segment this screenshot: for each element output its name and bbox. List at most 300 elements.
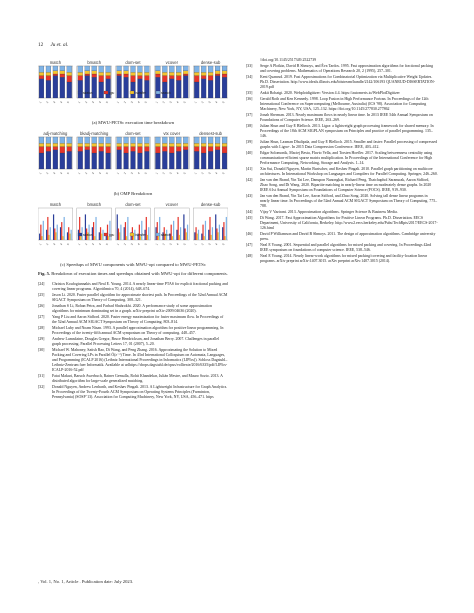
- stacked-bar-segment: [124, 153, 129, 169]
- stacked-bar-segment: [124, 71, 129, 74]
- bar: [118, 228, 119, 240]
- stacked-bar-segment: [215, 147, 220, 150]
- stacked-bar-segment: [106, 137, 111, 143]
- reference-item: [246, 232, 438, 242]
- tick-label: 4: [97, 171, 103, 175]
- stacked-bar-segment: [92, 77, 97, 98]
- bar: [48, 235, 49, 240]
- tick-label: 2: [45, 242, 50, 246]
- stacked-bar-segment: [144, 147, 149, 152]
- tick-label: 2: [83, 171, 89, 175]
- stacked-bar-segment: [201, 66, 206, 72]
- tick-label: 1: [154, 100, 159, 104]
- bar: [197, 234, 198, 240]
- figure-panel-a: [38, 58, 228, 118]
- bar: [187, 225, 188, 240]
- running-header: [38, 42, 74, 48]
- reference-number: [36]: [246, 97, 253, 102]
- stacked-bar-segment: [162, 72, 167, 75]
- bar: [125, 222, 126, 240]
- stacked-bar-segment: [155, 153, 160, 169]
- reference-item: [246, 124, 438, 139]
- stacked-bar-segment: [144, 72, 149, 75]
- stacked-bar-segment: [39, 66, 44, 72]
- stacked-bar-segment: [155, 137, 160, 143]
- reference-item: [38, 304, 228, 314]
- bar: [173, 221, 174, 240]
- reference-item: [38, 385, 228, 400]
- chart-a: [38, 58, 228, 118]
- reference-number: [48]: [246, 253, 253, 258]
- bar: [54, 228, 55, 240]
- stacked-bar-segment: [131, 137, 136, 143]
- stacked-bar-segment: [78, 147, 83, 152]
- tick-label: 5: [182, 242, 187, 246]
- panel-b-caption: (b) OMP Breakdown: [113, 191, 153, 196]
- stacked-bar-segment: [183, 66, 188, 71]
- bar: [226, 217, 227, 240]
- reference-number: [28]: [38, 326, 45, 331]
- legend-swatch: [130, 91, 134, 94]
- bar: [176, 230, 177, 240]
- stacked-bar-segment: [183, 147, 188, 150]
- reference-item: [246, 254, 438, 264]
- reference-number: [47]: [246, 242, 253, 247]
- stacked-bar-segment: [144, 76, 149, 81]
- stacked-bar-segment: [194, 151, 199, 169]
- tick-label: 3: [90, 171, 96, 175]
- reference-number: [38]: [246, 124, 253, 128]
- stacked-bar-segment: [144, 151, 149, 169]
- tick-label: 1: [193, 242, 198, 246]
- stacked-bar-segment: [201, 153, 206, 169]
- tick-label: 3: [168, 100, 173, 104]
- tick-label: 1: [154, 242, 159, 246]
- reference-number: [44]: [246, 209, 253, 214]
- stacked-bar-segment: [215, 74, 220, 76]
- reference-item: [246, 216, 438, 231]
- stacked-bar-segment: [155, 147, 160, 153]
- tick-label: 4: [58, 242, 64, 246]
- stacked-bar-segment: [169, 137, 174, 143]
- bar: [93, 222, 94, 240]
- stacked-bar-segment: [169, 153, 174, 169]
- stacked-bar-segment: [39, 79, 44, 98]
- bar: [158, 236, 159, 240]
- figure-caption-text: Breakdown of execution times and speedups obtained with MWU-opt for different components.: [51, 271, 228, 276]
- stacked-bar-segment: [124, 74, 129, 77]
- stacked-bar-segment: [183, 137, 188, 143]
- tick-label: 3: [90, 242, 96, 246]
- stacked-bar-segment: [78, 80, 83, 98]
- bar: [147, 235, 148, 240]
- reference-item: [246, 113, 438, 123]
- tick-label: 1: [38, 242, 43, 246]
- bar: [55, 232, 56, 240]
- stacked-bar-segment: [106, 147, 111, 153]
- tick-label: 3: [52, 242, 57, 246]
- bar: [180, 227, 181, 240]
- stacked-bar-segment: [131, 72, 136, 75]
- tick-label: 5: [182, 171, 187, 175]
- tick-label: 3: [129, 171, 134, 175]
- panel-c-caption: (c) Speedups of MWU components with MWU-opt compared to MWU-PETSc: [60, 262, 206, 267]
- stacked-bar-segment: [117, 137, 122, 143]
- legend-label: stratus: [83, 90, 93, 95]
- bar: [201, 234, 202, 240]
- reference-text: Donald Nguyen, Andrew Lenharth, and Keshav Pingali. 2013. A Lightweight Infrastructure for Graph Analytics. In Proceedings of the Twenty-Fourth ACM Symposium on Operating Systems Principles (Farminton, Pennsylvania) (SOSP '13). Association for Computing Machinery, New York, NY, USA, 456–471. https: [52, 385, 228, 399]
- reference-text: Edgar Solomonik, Maciej Besta, Flavio Vella, and Torsten Hoefler. 2017. Scaling betweenness centrality using communication-efficient sparse matrix multiplication. In Proceedings of the International Conference for High Performance Computing, Networking, Storage and Analysis. 1–14.: [260, 150, 433, 165]
- stacked-bar-segment: [53, 150, 58, 169]
- stacked-bar-segment: [194, 72, 199, 75]
- stacked-bar-segment: [176, 137, 181, 143]
- tick-label: 4: [175, 171, 180, 175]
- tick-label: 3: [168, 171, 173, 175]
- bar: [127, 217, 128, 240]
- tick-label: 4: [175, 100, 180, 104]
- bar: [69, 234, 70, 240]
- stacked-bar-segment: [46, 76, 51, 81]
- stacked-bar-segment: [46, 147, 51, 152]
- figure-panel-c: [38, 200, 228, 260]
- stacked-bar-segment: [162, 137, 167, 143]
- tick-label: 3: [207, 242, 212, 246]
- stacked-bar-segment: [176, 72, 181, 75]
- stacked-bar-segment: [92, 66, 97, 71]
- stacked-bar-segment: [208, 147, 213, 152]
- stacked-bar-segment: [99, 137, 104, 143]
- stacked-bar-segment: [162, 143, 167, 146]
- stacked-bar-segment: [99, 82, 104, 98]
- tick-label: 4: [136, 171, 141, 175]
- stacked-bar-segment: [215, 150, 220, 169]
- stacked-bar-segment: [60, 66, 65, 71]
- reference-item: [246, 91, 438, 96]
- stacked-bar-segment: [162, 151, 167, 169]
- tick-label: 5: [221, 242, 226, 246]
- stacked-bar-segment: [155, 77, 160, 98]
- stacked-bar-segment: [67, 151, 72, 169]
- legend-swatch: [78, 233, 82, 236]
- tick-label: 4: [97, 100, 103, 104]
- stacked-bar-segment: [208, 80, 213, 98]
- tick-label: 3: [90, 100, 96, 104]
- tick-label: 2: [200, 100, 205, 104]
- stacked-bar-segment: [53, 66, 58, 71]
- stacked-bar-segment: [85, 150, 90, 169]
- stacked-bar-segment: [46, 72, 51, 75]
- tick-label: 5: [143, 242, 148, 246]
- stacked-bar-segment: [169, 72, 174, 75]
- stacked-bar-segment: [201, 137, 206, 143]
- stacked-bar-segment: [39, 72, 44, 75]
- stacked-bar-segment: [144, 143, 149, 146]
- reference-number: [42]: [246, 177, 253, 182]
- tick-label: 1: [193, 171, 198, 175]
- stacked-bar-segment: [67, 143, 72, 146]
- bar: [198, 230, 199, 240]
- stacked-bar-segment: [208, 72, 213, 75]
- stacked-bar-segment: [117, 147, 122, 150]
- reference-number: [45]: [246, 215, 253, 220]
- subplot-title: dom-set: [125, 60, 141, 65]
- reference-text: David P Williamson and David B Shmoys. 2011. The design of approximation algorithms. Cambridge university press.: [260, 231, 436, 241]
- stacked-bar-segment: [85, 71, 90, 74]
- subplot-title: adj-matching: [43, 131, 68, 136]
- stacked-bar-segment: [99, 76, 104, 82]
- stacked-bar-segment: [222, 77, 227, 98]
- bar: [95, 217, 96, 240]
- running-authors: Ju et. al.: [50, 42, 69, 48]
- bar: [119, 232, 120, 240]
- legend-swatch: [156, 91, 160, 94]
- stacked-bar-segment: [124, 77, 129, 98]
- stacked-bar-segment: [60, 71, 65, 74]
- reference-item: [246, 75, 438, 90]
- tick-label: 4: [136, 100, 141, 104]
- stacked-bar-segment: [222, 71, 227, 74]
- bar: [94, 236, 95, 240]
- tick-label: 5: [65, 171, 71, 175]
- stacked-bar-segment: [53, 137, 58, 143]
- reference-text: Di Wang. 2017. Fast Approximation Algorithms for Positive Linear Programs. Ph.D. Dissertation. EECS Department, University of California, Berkeley. http://www2.eecs.berkeley.edu/Pubs/TechRpts/2017/EECS-2017-126.html: [260, 215, 438, 230]
- tick-label: 5: [104, 242, 109, 246]
- reference-number: [246, 58, 260, 63]
- bar: [211, 235, 212, 240]
- bar: [71, 230, 72, 240]
- tick-label: 2: [200, 171, 205, 175]
- stacked-bar-segment: [194, 147, 199, 152]
- reference-text: Jason Li. 2020. Faster parallel algorithm for approximate shortest path. In Proceedings of the 52nd Annual ACM SIGACT Symposium on Theory of Computing. 308–321.: [52, 293, 228, 303]
- bar: [101, 234, 102, 240]
- stacked-bar-segment: [60, 74, 65, 77]
- tick-label: 2: [161, 171, 166, 175]
- stacked-bar-segment: [106, 76, 111, 79]
- subplot-title: bmatch: [87, 60, 102, 65]
- stacked-bar-segment: [215, 71, 220, 74]
- reference-number: [34]: [246, 75, 253, 80]
- bar: [50, 227, 51, 240]
- stacked-bar-segment: [208, 66, 213, 72]
- stacked-bar-segment: [53, 71, 58, 74]
- stacked-bar-segment: [53, 143, 58, 146]
- tick-label: 3: [207, 100, 212, 104]
- tick-label: 1: [38, 171, 43, 175]
- stacked-bar-segment: [208, 137, 213, 143]
- legend-swatch: [130, 233, 134, 236]
- stacked-bar-segment: [67, 147, 72, 152]
- stacked-bar-segment: [138, 66, 143, 72]
- stacked-bar-segment: [208, 76, 213, 81]
- chart-c: [38, 200, 228, 260]
- bar: [67, 232, 68, 240]
- reference-text: Vijay V Vazirani. 2013. Approximation algorithms. Springer Science & Business Media.: [260, 209, 398, 214]
- legend-label: transfer: [135, 90, 146, 95]
- stacked-bar-segment: [78, 72, 83, 75]
- tick-label: 1: [193, 100, 198, 104]
- stacked-bar-segment: [155, 71, 160, 74]
- stacked-bar-segment: [39, 76, 44, 79]
- stacked-bar-segment: [138, 76, 143, 79]
- stacked-bar-segment: [138, 153, 143, 169]
- stacked-bar-segment: [222, 147, 227, 153]
- tick-label: 4: [214, 171, 219, 175]
- legend-swatch: [104, 233, 108, 236]
- bar: [46, 230, 47, 240]
- stacked-bar-segment: [183, 76, 188, 98]
- tick-label: 5: [182, 100, 187, 104]
- stacked-bar-segment: [60, 147, 65, 153]
- reference-number: [46]: [246, 231, 253, 236]
- bar: [39, 234, 40, 240]
- bar: [172, 236, 173, 240]
- bar: [79, 217, 80, 240]
- tick-label: 2: [122, 242, 127, 246]
- bar: [194, 232, 195, 240]
- stacked-bar-segment: [138, 137, 143, 143]
- reference-text: Gerald Roth and Ken Kennedy. 1998. Loop Fusion in High Performance Fortran. In Proceedings of the 12th International Conference on Supercomputing (Melbourne, Australia) (ICS '98). Association for Computing Machinery, New York, NY, USA, 125–132. https://doi.org/10.1145/277830.277862: [260, 97, 429, 111]
- stacked-bar-segment: [131, 151, 136, 169]
- stacked-bar-segment: [106, 153, 111, 169]
- reference-number: [40]: [246, 150, 253, 155]
- bar: [186, 232, 187, 240]
- subplot-title: vtx cover: [163, 131, 181, 136]
- reference-number: [37]: [246, 113, 253, 117]
- subplot-title: match: [49, 202, 62, 207]
- figure-caption: [38, 271, 228, 276]
- stacked-bar-segment: [117, 150, 122, 169]
- bar: [61, 222, 62, 240]
- left-column: [38, 58, 228, 401]
- stacked-bar-segment: [144, 66, 149, 72]
- subplot-title: dom-set: [125, 202, 141, 207]
- stacked-bar-segment: [99, 66, 104, 72]
- tick-label: 2: [161, 242, 166, 246]
- reference-item: [246, 140, 438, 150]
- stacked-bar-segment: [169, 143, 174, 146]
- tick-label: 5: [221, 171, 226, 175]
- tick-label: 1: [76, 242, 82, 246]
- stacked-bar-segment: [124, 143, 129, 146]
- reference-number: [32]: [38, 385, 45, 390]
- stacked-bar-segment: [155, 74, 160, 77]
- reference-number: [24]: [38, 282, 45, 287]
- bar: [157, 222, 158, 240]
- reference-item: [246, 97, 438, 112]
- stacked-bar-segment: [60, 77, 65, 98]
- reference-number: [27]: [38, 315, 45, 320]
- stacked-bar-segment: [39, 143, 44, 146]
- bar: [47, 217, 48, 240]
- reference-text: Xin Sui, Donald Nguyen, Martin Burtscher, and Keshav Pingali. 2010. Parallel graph partitioning on multicore architectures. In International Workshop on Languages and Compilers for Parallel Computing. Springer, 246–260.: [260, 166, 438, 176]
- stacked-bar-segment: [78, 76, 83, 81]
- reference-number: [30]: [38, 348, 45, 353]
- stacked-bar-segment: [78, 143, 83, 146]
- tick-label: 3: [52, 100, 57, 104]
- bar: [171, 225, 172, 240]
- stacked-bar-segment: [124, 137, 129, 143]
- legend-label: gpu: [109, 232, 115, 237]
- stacked-bar-segment: [92, 153, 97, 169]
- reference-item: [38, 374, 228, 384]
- stacked-bar-segment: [92, 147, 97, 153]
- subplot-title: vcover: [165, 202, 178, 207]
- reference-item: [38, 348, 228, 373]
- bar: [41, 236, 42, 240]
- reference-item: [38, 326, 228, 336]
- reference-item: [38, 293, 228, 303]
- tick-label: 5: [221, 100, 226, 104]
- tick-label: 3: [52, 171, 57, 175]
- bar: [109, 221, 110, 240]
- tick-label: 2: [45, 171, 50, 175]
- stacked-bar-segment: [138, 147, 143, 153]
- bar: [178, 217, 179, 240]
- stacked-bar-segment: [117, 143, 122, 146]
- subplot-title: match: [49, 60, 62, 65]
- stacked-bar-segment: [39, 137, 44, 143]
- bar: [202, 225, 203, 240]
- stacked-bar-segment: [183, 150, 188, 169]
- stacked-bar-segment: [92, 143, 97, 146]
- tick-label: 1: [38, 100, 43, 104]
- subplot-title: vcover: [165, 60, 178, 65]
- tick-label: 2: [83, 242, 89, 246]
- tick-label: 1: [115, 171, 120, 175]
- stacked-bar-segment: [215, 137, 220, 143]
- tick-label: 5: [143, 171, 148, 175]
- reference-number: [25]: [38, 293, 45, 298]
- bar: [219, 225, 220, 240]
- stacked-bar-segment: [99, 143, 104, 146]
- stacked-bar-segment: [39, 147, 44, 153]
- bar: [40, 225, 41, 240]
- subplot-title: densest-sub: [199, 131, 223, 136]
- tick-label: 1: [115, 100, 120, 104]
- reference-text: Neal E Young. 2014. Nearly linear-work algorithms for mixed packing/covering and facility-location linear programs. arXiv preprint arXiv:1407.3015. arXiv preprint arXiv:1407.3015 (2014).: [260, 253, 428, 263]
- tick-label: 2: [122, 100, 127, 104]
- tick-label: 5: [104, 171, 109, 175]
- reference-number: [35]: [246, 91, 253, 95]
- stacked-bar-segment: [99, 151, 104, 169]
- bar: [183, 214, 184, 240]
- stacked-bar-segment: [215, 143, 220, 146]
- reference-number: [39]: [246, 139, 253, 144]
- subplot-title: dom-set: [125, 131, 141, 136]
- stacked-bar-segment: [183, 143, 188, 146]
- stacked-bar-segment: [162, 76, 167, 82]
- stacked-bar-segment: [176, 66, 181, 72]
- stacked-bar-segment: [78, 137, 83, 143]
- stacked-bar-segment: [201, 79, 206, 98]
- reference-text: Yang P Liu and Aaron Sidford. 2020. Faster energy maximization for faster maximum flow. In Proceedings of the 52nd Annual ACM SIGACT Symposium on Theory of Computing. 803–814.: [52, 315, 224, 325]
- tick-label: 5: [104, 100, 109, 104]
- reference-text: Serge A Plotkin, David B Shmoys, and Éva Tardos. 1995. Fast approximation algorithms for fractional packing and covering problems. Mathematics of Operations Research 20, 2 (1995), 257–301.: [260, 64, 434, 73]
- legend-swatch: [156, 233, 160, 236]
- tick-label: 2: [45, 100, 50, 104]
- stacked-bar-segment: [194, 143, 199, 146]
- stacked-bar-segment: [85, 74, 90, 76]
- reference-number: [29]: [38, 337, 45, 342]
- bar: [53, 214, 54, 240]
- legend-label: search: [161, 90, 171, 95]
- stacked-bar-segment: [144, 137, 149, 143]
- tick-label: 4: [214, 242, 219, 246]
- stacked-bar-segment: [53, 76, 58, 98]
- page-footer: , Vol. 1, No. 1, Article . Publication date: July 2023.: [38, 579, 134, 584]
- stacked-bar-segment: [194, 76, 199, 82]
- right-references: [246, 58, 438, 263]
